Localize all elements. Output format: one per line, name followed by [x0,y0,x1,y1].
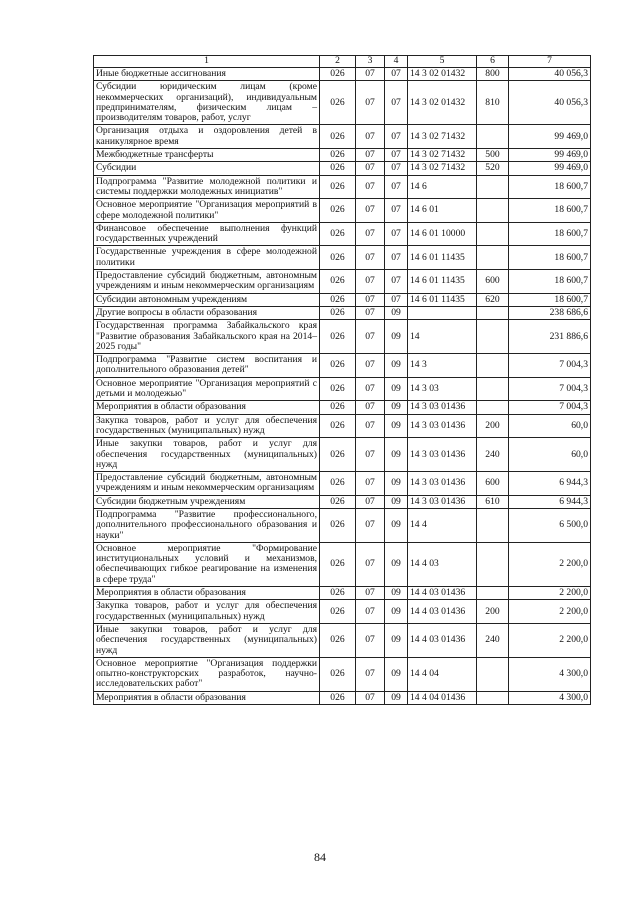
row-target-article-cell: 14 6 [408,175,477,199]
row-sum-cell: 2 200,0 [509,600,591,624]
row-expense-type-cell [477,657,509,691]
row-name-cell: Иные закупки товаров, работ и услуг для обеспечения государственных (муниципальных) нужд [94,438,320,472]
row-section-cell: 07 [356,691,385,704]
row-name-cell: Субсидии автономным учреждениям [94,293,320,306]
row-expense-type-cell: 610 [477,495,509,508]
row-section-cell: 07 [356,587,385,600]
row-expense-type-cell [477,175,509,199]
row-target-article-cell: 14 3 02 71432 [408,149,477,162]
row-expense-type-cell [477,508,509,542]
row-section-cell: 07 [356,293,385,306]
table-row [94,125,591,149]
row-subsection-cell: 09 [385,495,408,508]
table-row [94,438,591,472]
row-expense-type-cell: 200 [477,414,509,438]
row-administrator-cell: 026 [320,246,356,270]
row-target-article-cell [408,306,477,319]
row-subsection-cell: 07 [385,68,408,81]
row-section-cell: 07 [356,222,385,246]
row-administrator-cell: 026 [320,438,356,472]
table-row [94,149,591,162]
row-sum-cell: 40 056,3 [509,81,591,125]
table-row [94,270,591,294]
row-administrator-cell: 026 [320,401,356,414]
row-target-article-cell: 14 3 03 01436 [408,472,477,496]
row-name-cell: Мероприятия в области образования [94,587,320,600]
row-administrator-cell: 026 [320,222,356,246]
row-subsection-cell: 09 [385,306,408,319]
table-row [94,246,591,270]
row-administrator-cell: 026 [320,125,356,149]
table-header-row [94,56,591,68]
row-sum-cell: 18 600,7 [509,293,591,306]
row-administrator-cell: 026 [320,293,356,306]
row-administrator-cell: 026 [320,306,356,319]
row-section-cell: 07 [356,600,385,624]
row-name-cell: Межбюджетные трансферты [94,149,320,162]
row-name-cell: Организация отдыха и оздоровления детей в каникулярное время [94,125,320,149]
row-subsection-cell: 07 [385,175,408,199]
row-sum-cell: 99 469,0 [509,149,591,162]
row-sum-cell: 18 600,7 [509,199,591,223]
row-administrator-cell: 026 [320,175,356,199]
row-expense-type-cell [477,320,509,354]
row-subsection-cell: 09 [385,472,408,496]
row-sum-cell: 40 056,3 [509,68,591,81]
row-sum-cell: 99 469,0 [509,125,591,149]
row-name-cell: Иные бюджетные ассигнования [94,68,320,81]
column-header-administrator: 2 [320,56,356,68]
row-name-cell: Подпрограмма "Развитие молодежной политики и системы поддержки молодежных инициатив" [94,175,320,199]
row-subsection-cell: 09 [385,691,408,704]
row-administrator-cell: 026 [320,623,356,657]
column-header-expense-type: 6 [477,56,509,68]
row-subsection-cell: 09 [385,657,408,691]
row-target-article-cell: 14 6 01 11435 [408,246,477,270]
column-header-name: 1 [94,56,320,68]
row-sum-cell: 60,0 [509,438,591,472]
row-sum-cell: 2 200,0 [509,542,591,586]
row-administrator-cell: 026 [320,377,356,401]
table-row [94,81,591,125]
row-name-cell: Субсидии бюджетным учреждениям [94,495,320,508]
row-target-article-cell: 14 6 01 [408,199,477,223]
row-administrator-cell: 026 [320,162,356,175]
row-target-article-cell: 14 4 03 [408,542,477,586]
row-name-cell: Мероприятия в области образования [94,401,320,414]
row-administrator-cell: 026 [320,270,356,294]
row-sum-cell: 4 300,0 [509,691,591,704]
row-subsection-cell: 07 [385,125,408,149]
row-administrator-cell: 026 [320,320,356,354]
row-administrator-cell: 026 [320,508,356,542]
table-row [94,472,591,496]
row-target-article-cell: 14 3 02 71432 [408,125,477,149]
row-expense-type-cell: 600 [477,270,509,294]
row-sum-cell: 7 004,3 [509,377,591,401]
row-subsection-cell: 09 [385,542,408,586]
row-subsection-cell: 09 [385,320,408,354]
table-row [94,508,591,542]
table-row [94,293,591,306]
row-section-cell: 07 [356,472,385,496]
row-name-cell: Субсидии [94,162,320,175]
row-name-cell: Основное мероприятие "Организация мероприятий в сфере молодежной политики" [94,199,320,223]
row-expense-type-cell: 810 [477,81,509,125]
row-expense-type-cell: 600 [477,472,509,496]
row-name-cell: Закупка товаров, работ и услуг для обеспечения государственных (муниципальных) нужд [94,414,320,438]
row-target-article-cell: 14 3 03 01436 [408,438,477,472]
row-target-article-cell: 14 4 03 01436 [408,600,477,624]
row-name-cell: Основное мероприятие "Организация мероприятий с детьми и молодежью" [94,377,320,401]
row-section-cell: 07 [356,199,385,223]
row-expense-type-cell: 620 [477,293,509,306]
row-target-article-cell: 14 4 [408,508,477,542]
row-section-cell: 07 [356,306,385,319]
table-row [94,354,591,378]
row-name-cell: Подпрограмма "Развитие профессионального, дополнительного профессионального образования и науки" [94,508,320,542]
row-name-cell: Предоставление субсидий бюджетным, автономным учреждениям и иным некоммерческим организациям [94,472,320,496]
table-row [94,199,591,223]
row-administrator-cell: 026 [320,657,356,691]
row-name-cell: Предоставление субсидий бюджетным, автономным учреждениям и иным некоммерческим организациям [94,270,320,294]
column-header-sum: 7 [509,56,591,68]
row-expense-type-cell [477,199,509,223]
row-target-article-cell: 14 6 01 10000 [408,222,477,246]
row-target-article-cell: 14 3 03 01436 [408,401,477,414]
row-target-article-cell: 14 6 01 11435 [408,293,477,306]
row-name-cell: Иные закупки товаров, работ и услуг для обеспечения государственных (муниципальных) нужд [94,623,320,657]
row-target-article-cell: 14 4 04 01436 [408,691,477,704]
row-sum-cell: 7 004,3 [509,401,591,414]
row-subsection-cell: 07 [385,162,408,175]
row-sum-cell: 18 600,7 [509,270,591,294]
row-section-cell: 07 [356,270,385,294]
row-administrator-cell: 026 [320,149,356,162]
row-target-article-cell: 14 4 03 01436 [408,587,477,600]
row-administrator-cell: 026 [320,81,356,125]
row-section-cell: 07 [356,438,385,472]
row-expense-type-cell [477,401,509,414]
row-expense-type-cell [477,246,509,270]
row-subsection-cell: 07 [385,293,408,306]
table-row [94,495,591,508]
row-administrator-cell: 026 [320,199,356,223]
row-sum-cell: 18 600,7 [509,175,591,199]
table-row [94,691,591,704]
row-section-cell: 07 [356,149,385,162]
table-row [94,377,591,401]
row-administrator-cell: 026 [320,495,356,508]
row-section-cell: 07 [356,162,385,175]
row-subsection-cell: 09 [385,438,408,472]
row-subsection-cell: 07 [385,81,408,125]
row-section-cell: 07 [356,495,385,508]
row-section-cell: 07 [356,81,385,125]
row-expense-type-cell [477,125,509,149]
row-administrator-cell: 026 [320,472,356,496]
row-administrator-cell: 026 [320,354,356,378]
row-expense-type-cell [477,377,509,401]
row-expense-type-cell [477,542,509,586]
row-expense-type-cell [477,222,509,246]
row-target-article-cell: 14 [408,320,477,354]
row-section-cell: 07 [356,414,385,438]
row-sum-cell: 231 886,6 [509,320,591,354]
row-target-article-cell: 14 3 02 71432 [408,162,477,175]
row-target-article-cell: 14 3 [408,354,477,378]
row-target-article-cell: 14 4 03 01436 [408,623,477,657]
row-subsection-cell: 07 [385,149,408,162]
table-row [94,414,591,438]
row-sum-cell: 60,0 [509,414,591,438]
row-target-article-cell: 14 3 02 01432 [408,68,477,81]
row-expense-type-cell: 520 [477,162,509,175]
budget-table [93,55,591,705]
row-subsection-cell: 07 [385,270,408,294]
row-administrator-cell: 026 [320,542,356,586]
column-header-subsection: 4 [385,56,408,68]
row-target-article-cell: 14 3 03 [408,377,477,401]
row-section-cell: 07 [356,125,385,149]
row-sum-cell: 6 944,3 [509,495,591,508]
row-name-cell: Субсидии юридическим лицам (кроме некоммерческих организаций), индивидуальным предпринимателям, физическим лицам – производителям товаров, работ, услуг [94,81,320,125]
row-expense-type-cell [477,587,509,600]
row-section-cell: 07 [356,657,385,691]
table-row [94,587,591,600]
row-section-cell: 07 [356,542,385,586]
row-sum-cell: 7 004,3 [509,354,591,378]
row-administrator-cell: 026 [320,68,356,81]
table-row [94,623,591,657]
row-expense-type-cell: 800 [477,68,509,81]
table-row [94,68,591,81]
row-name-cell: Другие вопросы в области образования [94,306,320,319]
row-name-cell: Финансовое обеспечение выполнения функций государственных учреждений [94,222,320,246]
row-subsection-cell: 07 [385,246,408,270]
row-sum-cell: 6 944,3 [509,472,591,496]
row-expense-type-cell: 240 [477,623,509,657]
table-row [94,401,591,414]
row-sum-cell: 238 686,6 [509,306,591,319]
row-name-cell: Закупка товаров, работ и услуг для обеспечения государственных (муниципальных) нужд [94,600,320,624]
row-subsection-cell: 09 [385,508,408,542]
table-row [94,600,591,624]
row-administrator-cell: 026 [320,691,356,704]
table-row [94,175,591,199]
table-row [94,542,591,586]
row-subsection-cell: 09 [385,377,408,401]
row-subsection-cell: 09 [385,587,408,600]
row-name-cell: Основное мероприятие "Организация поддержки опытно-конструкторских разработок, научно-исследовательских работ" [94,657,320,691]
row-name-cell: Государственная программа Забайкальского края "Развитие образования Забайкальского края на 2014–2025 годы" [94,320,320,354]
row-target-article-cell: 14 3 03 01436 [408,414,477,438]
column-header-section: 3 [356,56,385,68]
row-section-cell: 07 [356,508,385,542]
table-row [94,657,591,691]
row-sum-cell: 6 500,0 [509,508,591,542]
row-expense-type-cell [477,354,509,378]
row-name-cell: Основное мероприятие "Формирование институциональных условий и механизмов, обеспечивающих гибкое реагирование на изменения в сфере труда" [94,542,320,586]
row-subsection-cell: 09 [385,354,408,378]
row-administrator-cell: 026 [320,587,356,600]
row-section-cell: 07 [356,320,385,354]
row-sum-cell: 4 300,0 [509,657,591,691]
table-row [94,320,591,354]
table-row [94,306,591,319]
row-name-cell: Подпрограмма "Развитие систем воспитания и дополнительного образования детей" [94,354,320,378]
row-name-cell: Мероприятия в области образования [94,691,320,704]
row-target-article-cell: 14 6 01 11435 [408,270,477,294]
row-subsection-cell: 09 [385,414,408,438]
row-section-cell: 07 [356,175,385,199]
page-number: 84 [314,850,326,864]
row-sum-cell: 2 200,0 [509,587,591,600]
row-target-article-cell: 14 3 02 01432 [408,81,477,125]
row-target-article-cell: 14 4 04 [408,657,477,691]
row-name-cell: Государственные учреждения в сфере молодежной политики [94,246,320,270]
row-sum-cell: 2 200,0 [509,623,591,657]
row-section-cell: 07 [356,377,385,401]
row-expense-type-cell: 200 [477,600,509,624]
row-target-article-cell: 14 3 03 01436 [408,495,477,508]
row-subsection-cell: 09 [385,600,408,624]
column-header-target-article: 5 [408,56,477,68]
row-expense-type-cell [477,691,509,704]
row-sum-cell: 18 600,7 [509,246,591,270]
row-section-cell: 07 [356,68,385,81]
table-row [94,222,591,246]
row-subsection-cell: 09 [385,401,408,414]
row-sum-cell: 18 600,7 [509,222,591,246]
row-subsection-cell: 07 [385,222,408,246]
row-section-cell: 07 [356,246,385,270]
row-expense-type-cell [477,306,509,319]
row-section-cell: 07 [356,623,385,657]
row-administrator-cell: 026 [320,600,356,624]
row-subsection-cell: 09 [385,623,408,657]
row-expense-type-cell: 500 [477,149,509,162]
table-row [94,162,591,175]
row-administrator-cell: 026 [320,414,356,438]
row-expense-type-cell: 240 [477,438,509,472]
row-section-cell: 07 [356,354,385,378]
row-section-cell: 07 [356,401,385,414]
row-subsection-cell: 07 [385,199,408,223]
row-sum-cell: 99 469,0 [509,162,591,175]
